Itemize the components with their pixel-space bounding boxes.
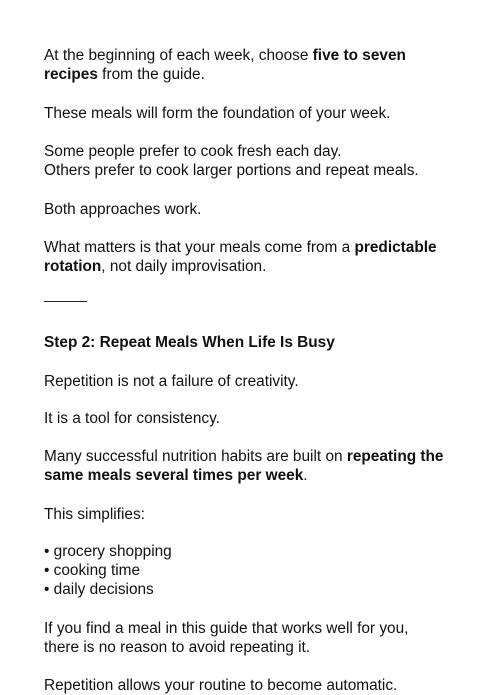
paragraph-foundation: These meals will form the foundation of your week. (44, 105, 391, 122)
list-item: • daily decisions (44, 581, 154, 598)
paragraph-text: At the beginning of each week, choose (44, 47, 313, 64)
paragraph-cooking-preferences (44, 142, 464, 180)
paragraph-find-a-meal (44, 619, 454, 657)
paragraph-text: , not daily improvisation. (101, 258, 267, 275)
list-item: • cooking time (44, 562, 141, 579)
paragraph-automatic-routine: Repetition allows your routine to become automatic. (44, 677, 398, 694)
paragraph-line: If you find a meal in this guide that works well for you, (44, 620, 409, 637)
emphasis-predictable-rotation: predictable rotation (44, 239, 437, 275)
simplifies-list (44, 542, 454, 599)
paragraph-text: Many successful nutrition habits are built on (44, 448, 347, 465)
paragraph-predictable-rotation (44, 238, 454, 276)
section-heading: Step 2: Repeat Meals When Life Is Busy (44, 334, 335, 351)
paragraph-line: Some people prefer to cook fresh each day. (44, 143, 342, 160)
paragraph-repetition-creativity: Repetition is not a failure of creativity. (44, 373, 299, 390)
paragraph-line: there is no reason to avoid repeating it. (44, 639, 311, 656)
paragraph-both-approaches: Both approaches work. (44, 201, 202, 218)
section-divider (44, 301, 87, 302)
paragraph-text: What matters is that your meals come from a (44, 239, 355, 256)
paragraph-choose-recipes (44, 46, 454, 84)
emphasis-repeating-meals: repeating the same meals several times per week (44, 448, 444, 484)
emphasis-five-to-seven-recipes: five to seven recipes (44, 47, 406, 83)
list-item: • grocery shopping (44, 543, 172, 560)
paragraph-this-simplifies: This simplifies: (44, 506, 145, 523)
paragraph-text: . (303, 467, 308, 484)
paragraph-consistency-tool: It is a tool for consistency. (44, 410, 220, 427)
paragraph-successful-habits (44, 447, 454, 485)
paragraph-text: from the guide. (97, 66, 205, 83)
paragraph-line: Others prefer to cook larger portions and repeat meals. (44, 162, 419, 179)
